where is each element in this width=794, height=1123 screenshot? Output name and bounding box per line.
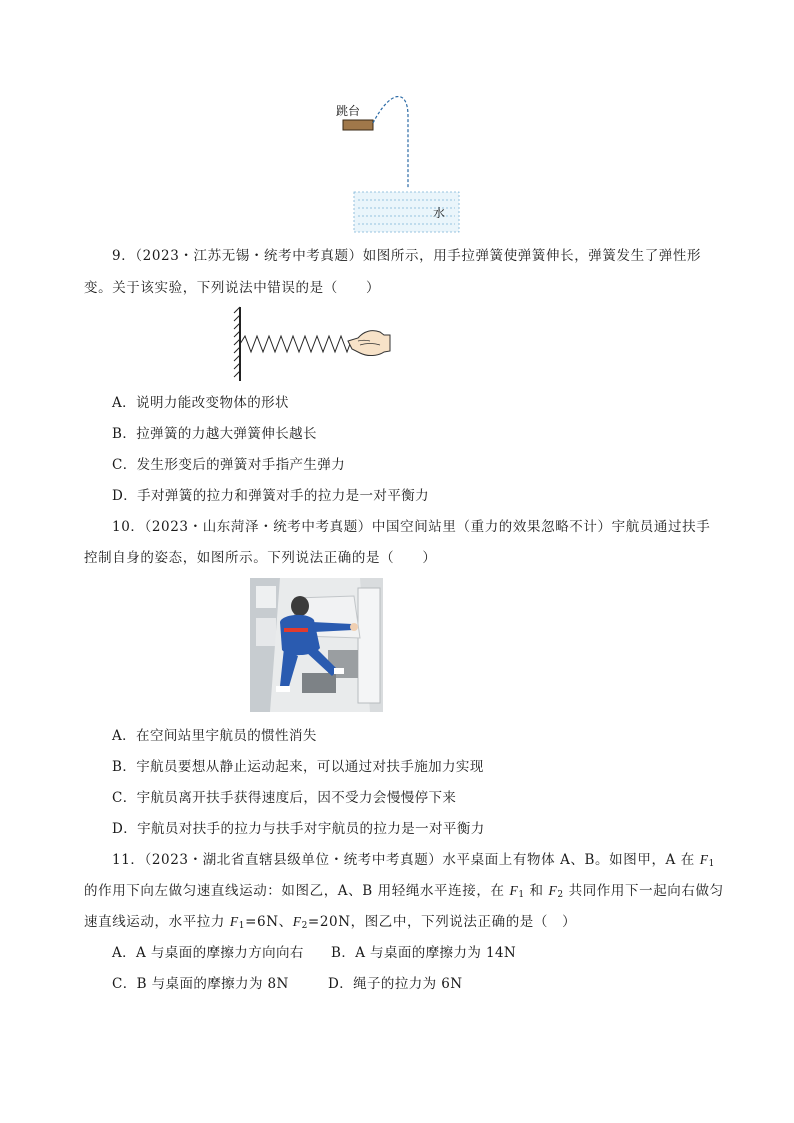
- q11-number: 11．: [112, 852, 145, 868]
- q11-option-b: B．A 与桌面的摩擦力为 14N: [331, 945, 517, 961]
- astronaut-photo: [250, 578, 383, 712]
- q11-stem-line2: [84, 881, 724, 905]
- q11-F2b-symbol: F: [292, 914, 302, 929]
- q11-stem-line2-b: 和: [524, 883, 549, 899]
- q9-stem: 如图所示，用手拉弹簧使弹簧伸长，弹簧发生了弹性形: [362, 248, 702, 264]
- q10-stem-line2: 控制自身的姿态，如图所示。下列说法正确的是（ ）: [84, 550, 437, 566]
- q11-stem-line2-c: 共同作用下一起向右做匀: [563, 883, 724, 899]
- q11-F2-symbol: F: [548, 883, 558, 898]
- q11-stem-line2-a: 的作用下向左做匀速直线运动：如图乙，A、B 用轻绳水平连接，在: [84, 883, 510, 899]
- q9-option-a: A．说明力能改变物体的形状: [112, 395, 289, 411]
- q9-stem-line1: [112, 246, 701, 266]
- q11-option-a: A．A 与桌面的摩擦力方向向右: [112, 945, 304, 961]
- platform-label: 跳台: [336, 104, 361, 118]
- q11-F2-sub: 2: [557, 890, 564, 900]
- hand-icon: [348, 331, 390, 356]
- q11-option-c: C．B 与桌面的摩擦力为 8N: [112, 976, 289, 992]
- water-label: 水: [433, 206, 446, 220]
- q10-option-c: C．宇航员离开扶手获得速度后，因不受力会慢慢停下来: [112, 790, 457, 806]
- q10-option-b: B．宇航员要想从静止运动起来，可以通过对扶手施加力实现: [112, 759, 484, 775]
- spring: [240, 336, 350, 352]
- q11-option-d: D．绳子的拉力为 6N: [328, 976, 463, 992]
- q10-number: 10．: [112, 519, 145, 535]
- q9-stem-line2: 变。关于该实验，下列说法中错误的是（ ）: [84, 280, 381, 296]
- q11-stem-line3: [84, 912, 576, 936]
- q11-stem-a: 水平桌面上有物体 A、B。如图甲，A 在: [442, 852, 700, 868]
- spring-hand-figure: [232, 305, 392, 383]
- q11-stem-line3-a: 速直线运动，水平拉力: [84, 914, 230, 930]
- q11-F1-symbol: F: [699, 852, 709, 867]
- q9-number: 9．: [112, 248, 136, 264]
- q10-stem-line1: [112, 517, 710, 537]
- q9-source: （2023・江苏无锡・统考中考真题）: [135, 248, 363, 264]
- dive-figure: [330, 96, 465, 236]
- q11-stem-line3-b: =6N、: [245, 914, 293, 930]
- q11-F1b-sub: 1: [518, 890, 525, 900]
- q11-F2b-sub: 2: [301, 921, 308, 931]
- q11-F1b-symbol: F: [509, 883, 519, 898]
- q11-F1c-symbol: F: [229, 914, 239, 929]
- q11-stem-line1: [112, 850, 715, 874]
- trajectory-path: [373, 97, 408, 188]
- q10-option-a: A．在空间站里宇航员的惯性消失: [112, 728, 317, 744]
- q11-F1c-sub: 1: [238, 921, 246, 931]
- platform-board: [343, 120, 373, 130]
- q9-option-d: D．手对弹簧的拉力和弹簧对手的拉力是一对平衡力: [112, 488, 430, 504]
- q10-option-d: D．宇航员对扶手的拉力与扶手对宇航员的拉力是一对平衡力: [112, 821, 485, 837]
- q9-option-c: C．发生形变后的弹簧对手指产生弹力: [112, 457, 346, 473]
- q11-source: （2023・湖北省直辖县级单位・统考中考真题）: [144, 852, 443, 868]
- q10-stem: 中国空间站里（重力的效果忽略不计）宇航员通过扶手: [371, 519, 711, 535]
- q11-F1-sub: 1: [708, 859, 715, 869]
- q10-source: （2023・山东菏泽・统考中考真题）: [144, 519, 372, 535]
- q11-stem-line3-c: =20N，图乙中，下列说法正确的是（ ）: [307, 914, 577, 930]
- q9-option-b: B．拉弹簧的力越大弹簧伸长越长: [112, 426, 317, 442]
